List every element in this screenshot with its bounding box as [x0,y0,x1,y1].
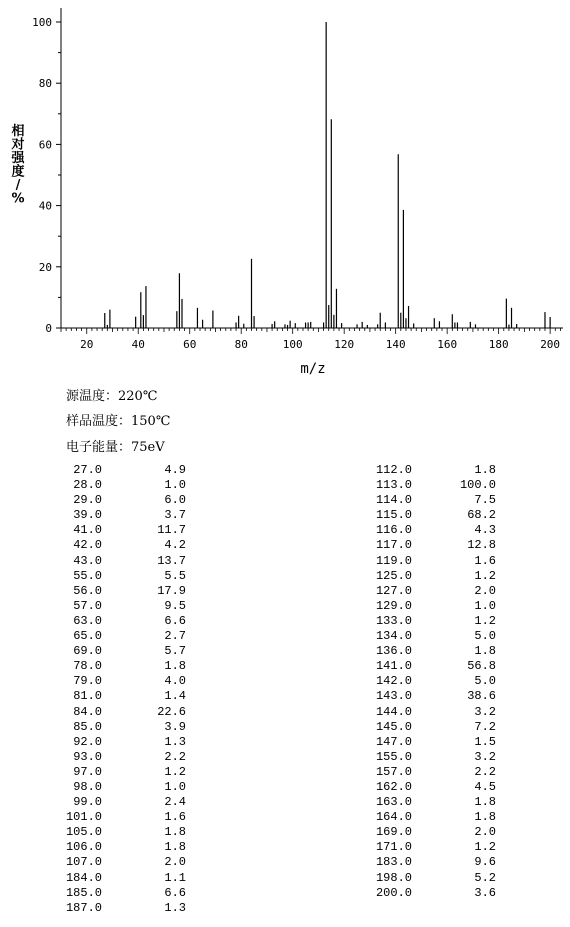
source-temperature: 源温度：220℃ [66,389,158,404]
peak-intensity: 56.8 [467,659,496,674]
spectrum-bars [105,22,550,328]
peak-row [52,840,186,855]
peak-intensity: 5.7 [164,644,186,659]
peak-row [52,659,186,674]
y-axis-label [10,123,25,207]
peak-row [52,810,186,825]
peak-intensity: 1.8 [474,810,496,825]
peak-row [52,674,186,689]
peak-intensity: 9.6 [474,855,496,870]
y-axis-label-char: 相 [11,124,25,139]
peak-mz: 163.0 [375,795,412,810]
peak-intensity: 1.5 [474,734,496,749]
peak-row [52,795,186,810]
peak-intensity: 17.9 [157,583,186,598]
peak-row [362,629,496,644]
y-tick-label: 60 [38,138,52,152]
peak-mz: 105.0 [65,825,102,840]
mass-spectrum-chart [0,0,570,385]
peak-mz: 162.0 [375,779,412,794]
peak-intensity: 13.7 [157,553,186,568]
peak-intensity: 2.2 [474,764,496,779]
peak-row [362,689,496,704]
x-axis-label: m/z [300,361,326,377]
x-tick-label: 120 [334,338,355,351]
peak-row [52,538,186,553]
peak-intensity: 4.3 [474,523,496,538]
peak-mz: 29.0 [73,493,102,508]
peak-intensity: 1.6 [164,810,186,825]
y-axis-label-char: 度 [11,164,25,180]
peak-mz: 55.0 [73,568,102,583]
peak-table-left [52,463,186,916]
peak-intensity: 3.7 [164,508,186,523]
peak-intensity: 6.6 [164,613,186,628]
peak-mz: 113.0 [375,478,412,493]
peak-row [52,614,186,629]
peak-intensity: 1.8 [164,659,186,674]
peak-intensity: 22.6 [157,704,186,719]
peak-intensity: 1.0 [474,598,496,613]
x-tick-label: 80 [234,338,248,351]
peak-mz: 28.0 [73,478,102,493]
peak-intensity: 3.2 [474,704,496,719]
peak-row [52,689,186,704]
peak-mz: 84.0 [73,704,102,719]
y-axis [32,16,61,335]
peak-row [362,538,496,553]
peak-row [52,765,186,780]
peak-intensity: 1.8 [474,644,496,659]
peak-row [362,523,496,538]
peak-mz: 133.0 [375,613,412,628]
peak-row [362,871,496,886]
peak-row [52,735,186,750]
x-tick-label: 60 [183,338,197,351]
peak-mz: 57.0 [73,598,102,613]
peak-intensity: 38.6 [467,689,496,704]
peak-mz: 97.0 [73,764,102,779]
x-tick-label: 100 [282,338,303,351]
peak-row [52,901,186,916]
peak-row [362,674,496,689]
peak-intensity: 2.7 [164,629,186,644]
peak-row [362,750,496,765]
peak-mz: 101.0 [65,810,102,825]
peak-intensity: 1.2 [474,840,496,855]
peak-row [52,599,186,614]
peak-row [52,720,186,735]
peak-mz: 129.0 [375,598,412,613]
peak-mz: 43.0 [73,553,102,568]
peak-intensity: 1.8 [474,795,496,810]
peak-intensity: 7.2 [474,719,496,734]
y-tick-label: 80 [38,77,52,91]
peak-row [52,705,186,720]
peak-mz: 145.0 [375,719,412,734]
y-axis-label-char: % [11,191,25,207]
peak-mz: 56.0 [73,583,102,598]
peak-mz: 164.0 [375,810,412,825]
peak-row [362,644,496,659]
x-tick-label: 160 [437,338,458,351]
peak-intensity: 2.4 [164,795,186,810]
peak-intensity: 1.8 [164,840,186,855]
peak-intensity: 2.2 [164,749,186,764]
peak-mz: 136.0 [375,644,412,659]
x-tick-label: 40 [131,338,145,351]
peak-mz: 142.0 [375,674,412,689]
peak-row [362,705,496,720]
peak-intensity: 1.2 [474,568,496,583]
peak-intensity: 4.0 [164,674,186,689]
peak-intensity: 1.8 [474,463,496,477]
peak-mz: 116.0 [375,523,412,538]
peak-intensity: 1.6 [474,553,496,568]
peak-mz: 39.0 [73,508,102,523]
peak-row [362,569,496,584]
peak-mz: 115.0 [375,508,412,523]
peak-row [362,659,496,674]
peak-intensity: 5.0 [474,674,496,689]
peak-mz: 81.0 [73,689,102,704]
peak-mz: 200.0 [375,885,412,900]
peak-mz: 141.0 [375,659,412,674]
peak-row [362,584,496,599]
x-tick-label: 140 [385,338,406,351]
peak-intensity: 1.0 [164,478,186,493]
peak-mz: 85.0 [73,719,102,734]
peak-intensity: 2.0 [474,583,496,598]
peak-mz: 79.0 [73,674,102,689]
electron-energy: 电子能量：75eV [66,440,165,455]
peak-mz: 42.0 [73,538,102,553]
peak-intensity: 5.2 [474,870,496,885]
peak-row [362,810,496,825]
peak-row [52,629,186,644]
peak-intensity: 3.9 [164,719,186,734]
x-tick-label: 200 [540,338,561,351]
peak-row [362,825,496,840]
peak-intensity: 1.2 [474,613,496,628]
peak-row [52,855,186,870]
peak-mz: 114.0 [375,493,412,508]
peak-row [362,463,496,478]
peak-mz: 147.0 [375,734,412,749]
peak-row [362,720,496,735]
peak-intensity: 6.0 [164,493,186,508]
peak-mz: 106.0 [65,840,102,855]
peak-row [362,855,496,870]
peak-intensity: 6.6 [164,885,186,900]
peak-mz: 27.0 [73,463,102,477]
peak-mz: 119.0 [375,553,412,568]
peak-row [52,463,186,478]
peak-row [362,735,496,750]
peak-mz: 184.0 [65,870,102,885]
peak-row [362,886,496,901]
peak-mz: 63.0 [73,613,102,628]
plot-frame [61,8,563,328]
peak-intensity: 5.0 [474,629,496,644]
y-tick-label: 40 [38,199,52,213]
peak-row [362,478,496,493]
peak-intensity: 68.2 [467,508,496,523]
peak-row [362,493,496,508]
peak-intensity: 1.1 [164,870,186,885]
peak-intensity: 100.0 [459,478,496,493]
peak-mz: 134.0 [375,629,412,644]
y-axis-label-char: / [15,178,21,193]
peak-mz: 155.0 [375,749,412,764]
peak-intensity: 1.3 [164,900,186,915]
peak-intensity: 4.5 [474,779,496,794]
peak-row [362,508,496,523]
peak-row [52,871,186,886]
peak-mz: 99.0 [73,795,102,810]
peak-intensity: 1.0 [164,779,186,794]
peak-intensity: 1.3 [164,734,186,749]
peak-intensity: 5.5 [164,568,186,583]
peak-row [362,599,496,614]
peak-mz: 171.0 [375,840,412,855]
peak-row [52,750,186,765]
peak-mz: 92.0 [73,734,102,749]
peak-mz: 69.0 [73,644,102,659]
peak-intensity: 4.9 [164,463,186,477]
peak-intensity: 9.5 [164,598,186,613]
peak-mz: 144.0 [375,704,412,719]
peak-mz: 198.0 [375,870,412,885]
peak-mz: 41.0 [73,523,102,538]
peak-row [362,554,496,569]
peak-row [52,478,186,493]
peak-row [52,584,186,599]
y-tick-label: 0 [45,322,52,335]
x-tick-label: 180 [488,338,509,351]
peak-row [362,840,496,855]
peak-row [52,780,186,795]
peak-row [362,795,496,810]
peak-mz: 169.0 [375,825,412,840]
peak-mz: 98.0 [73,779,102,794]
peak-row [362,765,496,780]
peak-mz: 127.0 [375,583,412,598]
peak-mz: 143.0 [375,689,412,704]
x-tick-label: 20 [80,338,94,351]
peak-mz: 107.0 [65,855,102,870]
x-axis [61,328,560,351]
peak-row [52,886,186,901]
peak-row [52,508,186,523]
peak-intensity: 3.6 [474,885,496,900]
peak-row [362,614,496,629]
peak-intensity: 4.2 [164,538,186,553]
peak-intensity: 1.2 [164,764,186,779]
peak-table-right [362,463,496,901]
y-tick-label: 100 [32,16,52,29]
peak-intensity: 11.7 [157,523,186,538]
peak-intensity: 12.8 [467,538,496,553]
peak-mz: 125.0 [375,568,412,583]
peak-row [52,523,186,538]
y-axis-label-char: 对 [11,137,25,153]
peak-intensity: 1.8 [164,825,186,840]
peak-row [52,554,186,569]
peak-intensity: 3.2 [474,749,496,764]
peak-mz: 78.0 [73,659,102,674]
peak-row [362,780,496,795]
peak-intensity: 1.4 [164,689,186,704]
sample-temperature: 样品温度：150℃ [66,414,171,429]
peak-row [52,493,186,508]
peak-row [52,569,186,584]
peak-mz: 187.0 [65,900,102,915]
peak-intensity: 2.0 [474,825,496,840]
peak-mz: 117.0 [375,538,412,553]
peak-mz: 185.0 [65,885,102,900]
peak-mz: 157.0 [375,764,412,779]
y-axis-label-char: 强 [11,151,25,166]
peak-intensity: 7.5 [474,493,496,508]
peak-mz: 183.0 [375,855,412,870]
peak-mz: 112.0 [375,463,412,477]
y-tick-label: 20 [38,260,52,274]
peak-mz: 65.0 [73,629,102,644]
peak-mz: 93.0 [73,749,102,764]
peak-row [52,644,186,659]
peak-intensity: 2.0 [164,855,186,870]
peak-row [52,825,186,840]
